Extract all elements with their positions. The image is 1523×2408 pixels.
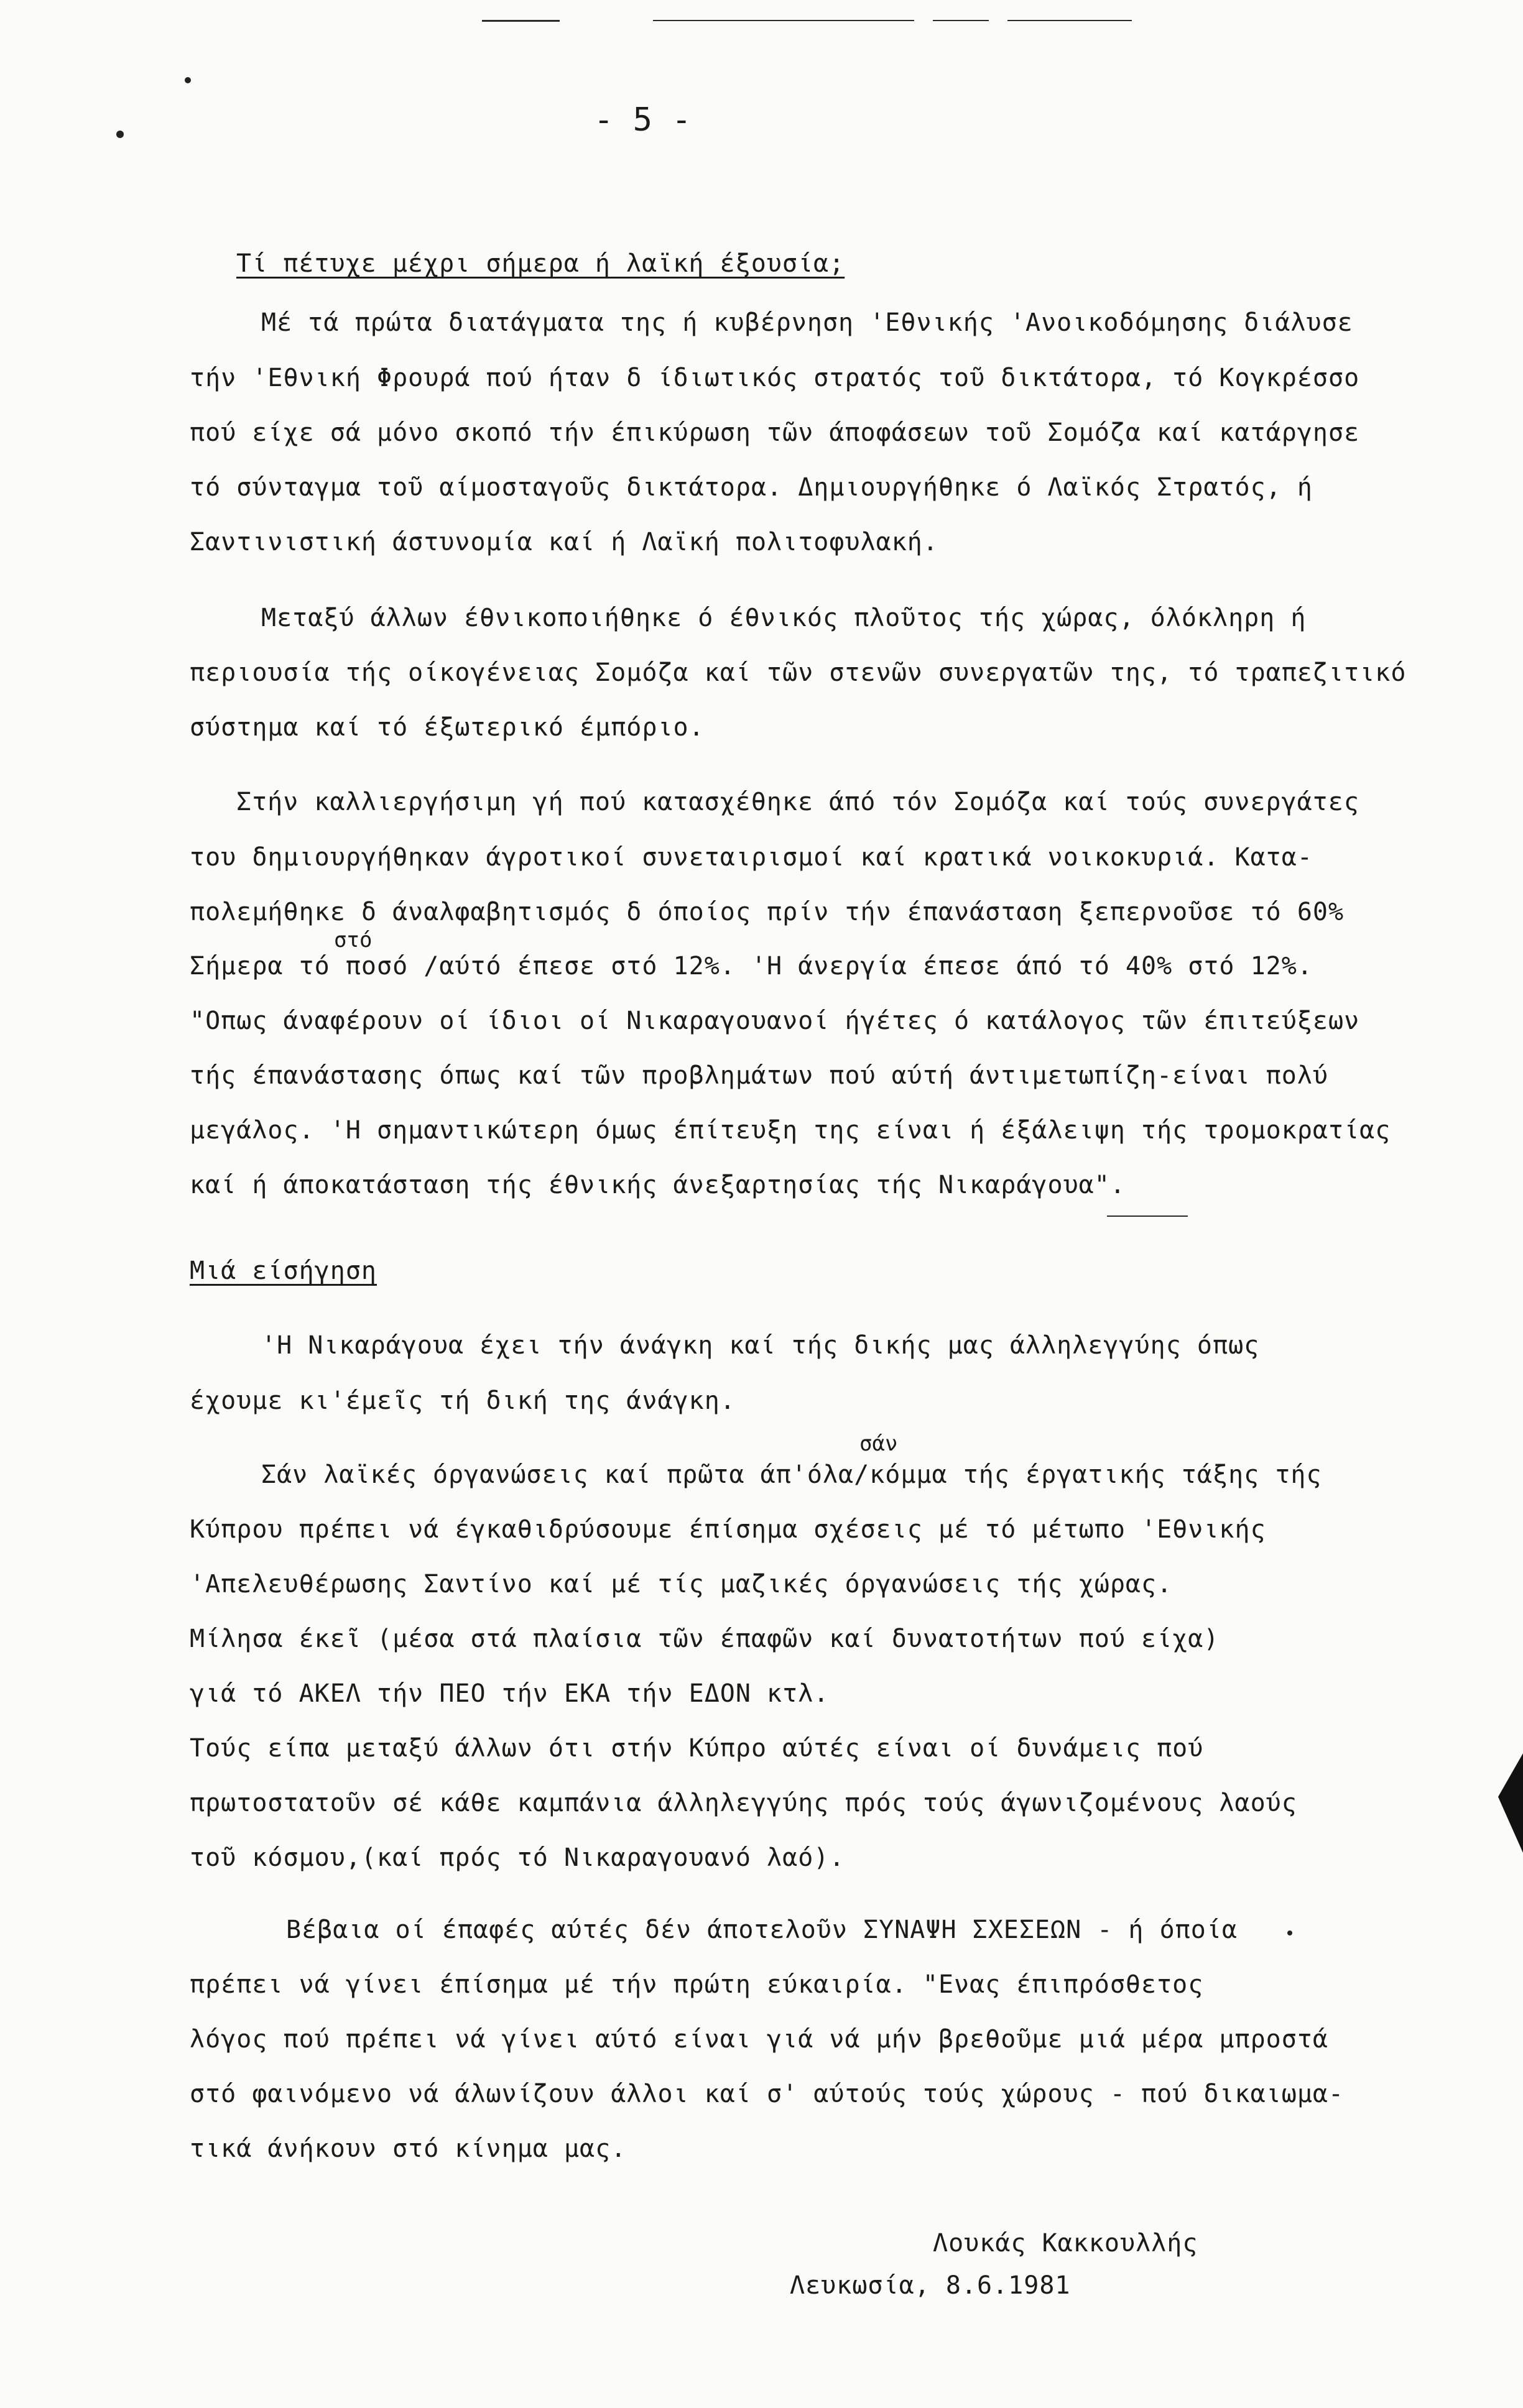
- scan-speck: [116, 131, 124, 138]
- text-line: 'Η Νικαράγουα έχει τήν άνάγκη καί τής δικής μας άλληλεγγύης όπως: [261, 1331, 1260, 1360]
- text-line: σύστημα καί τό έξωτερικό έμπόριο.: [190, 713, 705, 742]
- scan-speck: [1287, 1931, 1292, 1935]
- text-line: Μέ τά πρώτα διατάγματα της ή κυβέρνηση 'Εθνικής 'Ανοικοδόμησης διάλυσε: [261, 308, 1353, 337]
- signature-place-date: Λευκωσία, 8.6.1981: [790, 2271, 1071, 2300]
- text-line: πού είχε σά μόνο σκοπό τήν έπικύρωση τῶν άποφάσεων τοῦ Σομόζα καί κατάργησε: [190, 418, 1360, 447]
- section-heading: Μιά είσήγηση: [190, 1257, 377, 1285]
- text-line: Σαντινιστική άστυνομία καί ή Λαϊκή πολιτοφυλακή.: [190, 528, 938, 556]
- text-line: μεγάλος. 'Η σημαντικώτερη όμως έπίτευξη της είναι ή έξάλειψη τής τρομοκρατίας: [190, 1116, 1391, 1145]
- text-line: Τούς είπα μεταξύ άλλων ότι στήν Κύπρο αύτές είναι οί δυνάμεις πού: [190, 1734, 1204, 1763]
- top-rule: [653, 20, 914, 21]
- text-line: τό σύνταγμα τοῦ αίμοσταγοῦς δικτάτορα. Δημιουργήθηκε ό Λαϊκός Στρατός, ή: [190, 473, 1313, 502]
- text-line: "Οπως άναφέρουν οί ίδιοι οί Νικαραγουανοί ήγέτες ό κατάλογος τῶν έπιτεύξεων: [190, 1007, 1360, 1035]
- signature-name: Λουκάς Κακκουλλής: [933, 2229, 1198, 2258]
- scan-speck: [185, 77, 191, 83]
- text-line: Σάν λαϊκές όργανώσεις καί πρῶτα άπ'όλα/κόμμα τής έργατικής τάξης τής: [261, 1460, 1322, 1489]
- text-line: Μίλησα έκεῖ (μέσα στά πλαίσια τῶν έπαφῶν καί δυνατοτήτων πού είχα): [190, 1625, 1220, 1653]
- top-rule: [1007, 20, 1132, 21]
- text-line: Στήν καλλιεργήσιμη γή πού κατασχέθηκε άπό τόν Σομόζα καί τούς συνεργάτες: [236, 788, 1359, 816]
- text-line: τοῦ κόσμου,(καί πρός τό Νικαραγουανό λαό).: [190, 1843, 845, 1872]
- top-rule: [933, 20, 989, 21]
- text-line: Μεταξύ άλλων έθνικοποιήθηκε ό έθνικός πλοῦτος τής χώρας, όλόκληρη ή: [261, 604, 1307, 632]
- text-line: πρέπει νά γίνει έπίσημα μέ τήν πρώτη εύκαιρία. "Ενας έπιπρόσθετος: [190, 1970, 1204, 1999]
- text-line: λόγος πού πρέπει νά γίνει αύτό είναι γιά νά μήν βρεθοῦμε μιά μέρα μπροστά: [190, 2025, 1328, 2054]
- scan-edge-mark: [1498, 1753, 1523, 1853]
- text-line: στό φαινόμενο νά άλωνίζουν άλλοι καί σ' αύτούς τούς χώρους - πού δικαιωμα-: [190, 2080, 1345, 2108]
- text-line: τήν 'Εθνική Φρουρά πού ήταν δ ίδιωτικός στρατός τοῦ δικτάτορα, τό Κογκρέσσο: [190, 364, 1360, 392]
- text-line: τικά άνήκουν στό κίνημα μας.: [190, 2134, 627, 2163]
- text-line: πολεμήθηκε δ άναλφαβητισμός δ όποίος πρίν τήν έπανάσταση ξεπερνοῦσε τό 60%: [190, 898, 1345, 926]
- handwritten-insert: σάν: [859, 1431, 898, 1456]
- text-line: Βέβαια οί έπαφές αύτές δέν άποτελοῦν ΣΥΝΑΨΗ ΣΧΕΣΕΩΝ - ή όποία: [286, 1916, 1238, 1944]
- underline-mark: [1107, 1216, 1188, 1217]
- top-rule: [482, 20, 560, 22]
- text-line: γιά τό ΑΚΕΛ τήν ΠΕΟ τήν ΕΚΑ τήν ΕΔΟΝ κτλ.: [190, 1679, 830, 1708]
- section-heading: Τί πέτυχε μέχρι σήμερα ή λαϊκή έξουσία;: [236, 249, 845, 278]
- text-line: περιουσία τής οίκογένειας Σομόζα καί τῶν στενῶν συνεργατῶν της, τό τραπεζιτικό: [190, 658, 1407, 687]
- text-line: πρωτοστατοῦν σέ κάθε καμπάνια άλληλεγγύης πρός τούς άγωνιζομένους λαούς: [190, 1789, 1297, 1817]
- page-number: - 5 -: [594, 101, 692, 139]
- text-line: Σήμερα τό ποσό /αύτό έπεσε στό 12%. 'Η άνεργία έπεσε άπό τό 40% στό 12%.: [190, 952, 1313, 980]
- text-line: τής έπανάστασης όπως καί τῶν προβλημάτων πού αύτή άντιμετωπίζη-είναι πολύ: [190, 1061, 1328, 1090]
- handwritten-insert: στό: [334, 928, 373, 953]
- text-line: του δημιουργήθηκαν άγροτικοί συνεταιρισμοί καί κρατικά νοικοκυριά. Κατα-: [190, 843, 1313, 872]
- text-line: καί ή άποκατάσταση τής έθνικής άνεξαρτησίας τής Νικαράγουα".: [190, 1171, 1126, 1199]
- text-line: έχουμε κι'έμεῖς τή δική της άνάγκη.: [190, 1386, 736, 1415]
- text-line: Κύπρου πρέπει νά έγκαθιδρύσουμε έπίσημα σχέσεις μέ τό μέτωπο 'Εθνικής: [190, 1515, 1266, 1544]
- text-line: 'Απελευθέρωσης Σαντίνο καί μέ τίς μαζικές όργανώσεις τής χώρας.: [190, 1570, 1173, 1598]
